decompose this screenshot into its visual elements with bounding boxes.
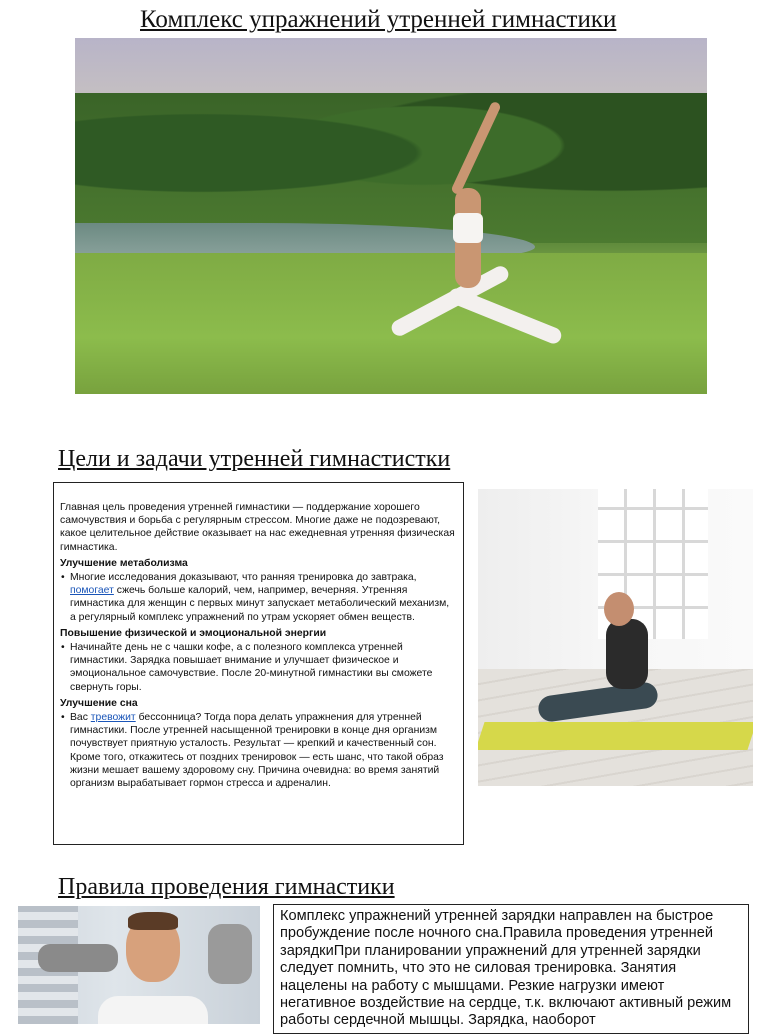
section-title-sleep: Улучшение сна xyxy=(60,697,138,709)
section-title-energy: Повышение физической и эмоциональной энергии xyxy=(60,627,327,639)
woman-sitting-on-mat-photo xyxy=(478,489,753,786)
section-title-metabolism: Улучшение метаболизма xyxy=(60,557,188,569)
bullet-icon: • xyxy=(61,642,65,654)
bullet-icon: • xyxy=(61,712,65,724)
rules-text-box xyxy=(273,904,749,1034)
section-text-energy: • Начинайте день не с чашки кофе, а с полезного комплекса утренней гимнастики. Зарядка повышает внимание и улучшает физическое и эмоциональное самочувствие. После 20-минутной гимнастики вы сможете свернуть горы. xyxy=(61,642,433,693)
link-trevozhit[interactable]: тревожит xyxy=(90,712,136,724)
goals-text-box xyxy=(53,482,464,845)
section-text-metabolism: • Многие исследования доказывают, что ранняя тренировка до завтрака, помогает сжечь больше калорий, чем, например, вечерняя. Утренняя гимнастика для женщин с первых минут запускает метаболический механизм, а регулярный комплекс упражнений по утрам ускоряет обмен веществ. xyxy=(61,572,450,623)
man-with-dumbbells-photo xyxy=(18,906,260,1024)
bullet-icon: • xyxy=(61,572,65,584)
yoga-lunge-photo xyxy=(75,38,707,394)
figure-shirt xyxy=(98,996,208,1024)
figure-body xyxy=(606,619,648,689)
figure-hair xyxy=(128,912,178,930)
link-pomogaet[interactable]: помогает xyxy=(70,585,114,597)
page-title: Комплекс упражнений утренней гимнастики xyxy=(140,6,617,33)
yoga-mat xyxy=(478,722,753,750)
dumbbell-icon xyxy=(208,924,252,984)
rules-text: Комплекс упражнений утренней зарядки направлен на быстрое пробуждение после ночного сна.Правила проведения утренней зарядкиПри планировании упражнений для утренней зарядки следует помнить, что это не силовая тренировка. Занятия нацелены на работу с мышцами. Резкие нагрузки имеют негативное воздействие на сердце, т.к. включают активный режим работы сердечной мышцы. Зарядка, наоборот xyxy=(280,908,732,1029)
trees xyxy=(75,93,707,243)
rules-heading: Правила проведения гимнастики xyxy=(58,874,395,900)
dumbbell-icon xyxy=(38,944,118,972)
section-text-sleep: • Вас тревожит бессонница? Тогда пора делать упражнения для утренней гимнастики. После утренней насыщенной тренировки в конце дня организм почувствует приятную усталость. Результат — крепкий и качественный сон. Кроме того, откажитесь от поздних тренировок — есть шанс, что такой образ жизни мешает вашему здоровому сну. Причина очевидна: во время занятий организм вырабатывает гормон стресса и адреналин. xyxy=(61,712,444,790)
figure-head xyxy=(604,592,634,626)
lawn xyxy=(75,253,707,394)
figure-top xyxy=(453,213,483,243)
goals-heading: Цели и задачи утренней гимнастистки xyxy=(58,446,451,472)
goals-intro: Главная цель проведения утренней гимнастики — поддержание хорошего самочувствия и борьба с регулярным стрессом. Многие даже не подозревают, какое целительное действие оказывает на нас ежедневная утренняя физическая гимнастика. xyxy=(60,502,455,553)
